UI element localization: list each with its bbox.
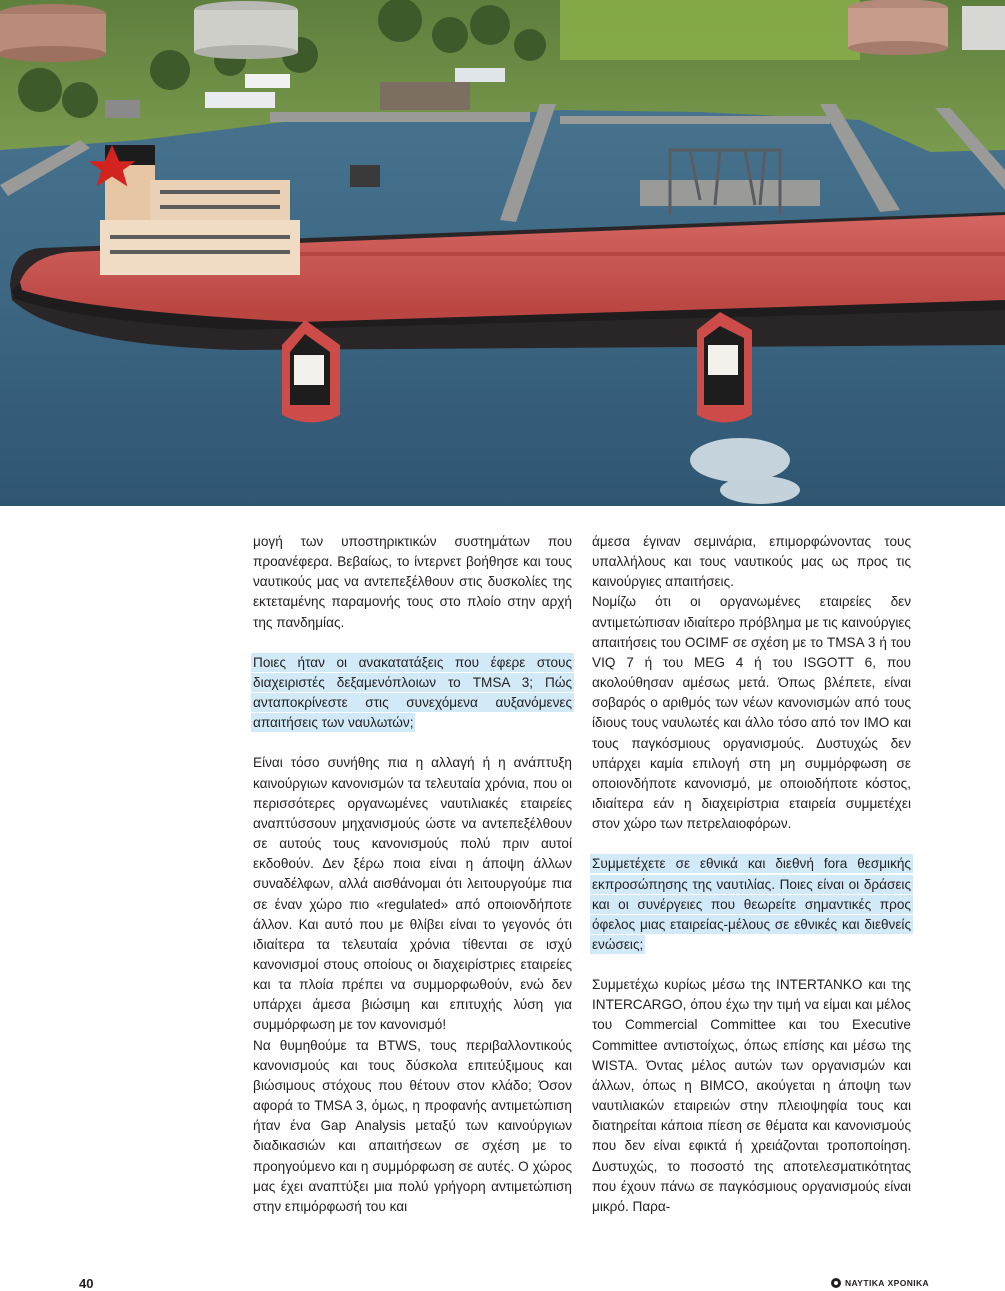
mooring-dolphin	[350, 165, 380, 187]
interview-question: Ποιες ήταν οι ανακατατάξεις που έφερε στους διαχειριστές δεξαμενόπλοιων το TMSA 3; Πώς ανταποκρίνεστε στις συνεχόμενα αυξανόμενες απαιτήσεις των ναυλωτών;	[253, 654, 572, 731]
paragraph: άμεσα έγιναν σεμινάρια, επιμορφώνοντας τους υπαλλήλους και τους ναυτικούς μας ως προς τις καινούργιες απαιτήσεις.	[592, 534, 911, 590]
article-column-right	[592, 532, 911, 1217]
publication-name: ΝΑΥΤΙΚΑ ΧΡΟΝΙΚΑ	[845, 1278, 930, 1288]
tugboat-right	[697, 312, 752, 423]
page-number: 40	[79, 1276, 94, 1291]
tanker-photo-illustration	[0, 0, 1005, 506]
tanker-photo	[0, 0, 1005, 506]
paragraph: μογή των υποστηρικτικών συστημάτων που προανέφερα. Βεβαίως, το ίντερνετ βοήθησε και τους ναυτικούς μας να αντεπεξέλθουν στις δυσκολίες της εκτεταμένης παραμονής τους στο πλοίο στην αρχή της πανδημίας.	[253, 534, 572, 630]
paragraph: Συμμετέχω κυρίως μέσω της INTERTANKO και της INTERCARGO, όπου έχω την τιμή να είμαι και μέλος του Commercial Committee και του Executive Committee αντιστοίχως, όπως επίσης και μέσω της WISTA. Όντας μέλος αυτών των οργανισμών και άλλων, όπως η BIMCO, ακούγεται η άποψη των ναυτιλιακών εταιρειών στην πλειοψηφία τους και διατηρείται κάποια πίεση σε θέματα και κανονισμούς που δεν είναι εφικτά ή χρειάζονται τροποποίηση. Δυστυχώς, το ποσοστό της αποτελεσματικότητας που έχουν πάνω σε παγκόσμιους οργανισμούς είναι μικρό. Παρα-	[592, 977, 911, 1214]
publication-footer	[831, 1278, 929, 1288]
article-column-left	[253, 532, 572, 1217]
publication-logo-icon	[831, 1278, 841, 1288]
paragraph: Είναι τόσο συνήθης πια η αλλαγή ή η ανάπτυξη καινούργιων κανονισμών τα τελευταία χρόνια, που οι περισσότερες οργανωμένες ναυτιλιακές εταιρείες αναπτύσσουν μηχανισμούς ώστε να αντεπεξέλθουν σε αυτούς τους κανονισμούς πολύ πριν αυτοί εκδοθούν. Δεν ξέρω ποια είναι η άποψη άλλων συναδέλφων, αλλά αισθάνομαι ότι λειτουργούμε πια σε έναν χώρο πιο «regulated» από οποιονδήποτε άλλον. Και αυτό που με θλίβει είναι το γεγονός ότι ιδιαίτερα τα τελευταία χρόνια τίθενται σε ισχύ κανονισμοί στους οποίους οι διαχειρίστριες εταιρείες και τα πλοία πρέπει να συμμορφωθούν, ενώ δεν υπάρχει άμεσα βιώσιμη και επιτυχής λύση για συμμόρφωση με τον κανονισμό!	[253, 755, 572, 1033]
paragraph: Να θυμηθούμε τα BTWS, τους περιβαλλοντικούς κανονισμούς και τους δύσκολα επιτεύξιμους και βιώσιμους στόχους που θέτουν στον κλάδο; Όσον αφορά το TMSA 3, όμως, η προφανής αντιμετώπιση ήταν ένα Gap Analysis μεταξύ των καινούργιων διαδικασιών και απαιτήσεων σε σχέση με το προηγούμενο και η συμμόρφωση σε αυτές. Ο χώρος μας έχει αναπτύξει μια πολύ γρήγορη αντιμετώπιση στην επιμόρφωσή του και	[253, 1037, 572, 1214]
interview-question: Συμμετέχετε σε εθνικά και διεθνή fora θεσμικής εκπροσώπησης της ναυτιλίας. Ποιες είναι οι δράσεις και οι συνέργειες που θεωρείτε σημαντικές προς όφελος μιας εταιρείας-μέλους σε εθνικές και διεθνείς ενώσεις;	[592, 856, 911, 952]
grass-field	[560, 0, 860, 60]
paragraph: Νομίζω ότι οι οργανωμένες εταιρείες δεν αντιμετώπισαν ιδιαίτερο πρόβλημα με τις καινούργιες απαιτήσεις του OCIMF σε σχέση με το TMSA 3 ή του VIQ 7 ή του MEG 4 ή του ISGOTT 6, που ακολούθησαν αμέσως μετά. Όπως βλέπετε, είναι σοβαρός ο αριθμός των νέων κανονισμών από τους ίδιους τους ναυλωτές και άλλο τόσο από τον ΙΜΟ και τους παγκόσμιους οργανισμούς. Δυστυχώς δεν υπάρχει καμία επιλογή στη μη συμμόρφωση σε οποιονδήποτε κανονισμό, με οποιοδήποτε κόστος, ιδιαίτερα εάν η διαχειρίστρια εταιρεία συμμετέχει στον χώρο των πετρελαιοφόρων.	[592, 594, 911, 832]
